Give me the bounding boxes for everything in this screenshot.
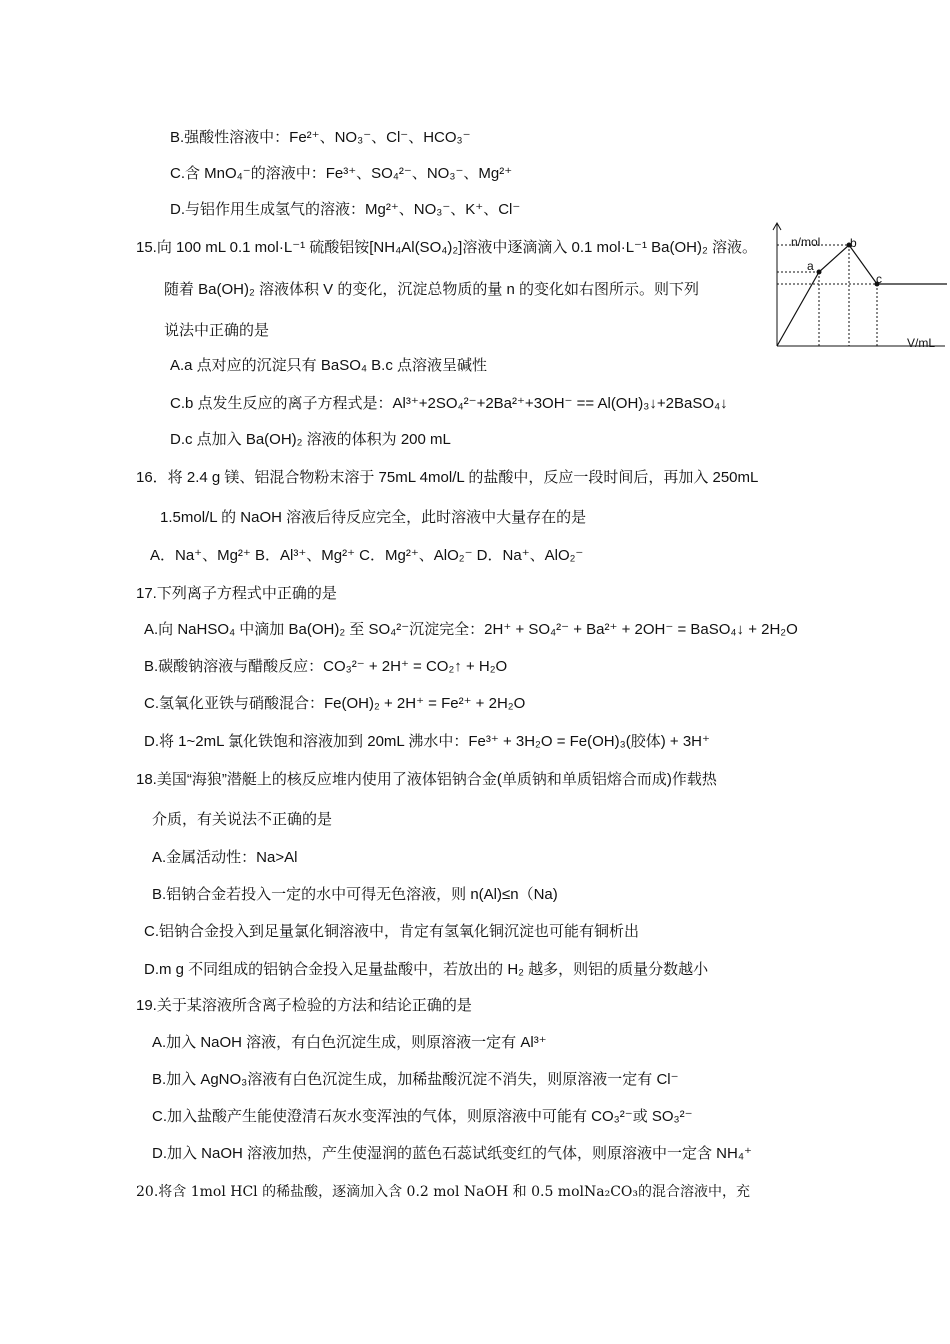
text-line: [144, 657, 507, 677]
precipitate-curve: [777, 245, 947, 346]
text-line-content: 18.美国“海狼”潜艇上的核反应堆内使用了液体铝钠合金(单质钠和单质铝熔合而成)作载热: [136, 771, 717, 788]
text-line: [136, 1182, 750, 1202]
text-line: [136, 770, 717, 790]
text-line-content: C.含 MnO₄⁻的溶液中：Fe³⁺、SO₄²⁻、NO₃⁻、Mg²⁺: [170, 165, 513, 182]
text-line-content: B.加入 AgNO₃溶液有白色沉淀生成，加稀盐酸沉淀不消失，则原溶液一定有 Cl⁻: [152, 1071, 679, 1088]
text-line: [144, 960, 708, 980]
text-line-content: D.与铝作用生成氢气的溶液：Mg²⁺、NO₃⁻、K⁺、Cl⁻: [170, 201, 521, 218]
text-line: [144, 732, 710, 752]
text-line: [144, 694, 525, 714]
y-axis-label: n/mol: [791, 235, 821, 249]
point-a-label: a: [807, 259, 814, 273]
text-line-content: A.加入 NaOH 溶液，有白色沉淀生成，则原溶液一定有 Al³⁺: [152, 1034, 547, 1051]
text-line: [170, 164, 512, 184]
text-line: [170, 394, 728, 414]
text-line: [150, 546, 583, 566]
text-line: [170, 356, 487, 376]
text-line-content: 随着 Ba(OH)₂ 溶液体积 V 的变化，沉淀总物质的量 n 的变化如右图所示。则下列: [164, 281, 700, 298]
text-line: [170, 128, 471, 148]
text-line-content: D.加入 NaOH 溶液加热，产生使湿润的蓝色石蕊试纸变红的气体，则原溶液中一定含 NH₄⁺: [152, 1145, 752, 1162]
text-line: [136, 238, 757, 258]
text-line: [170, 430, 451, 450]
text-line-content: 19.关于某溶液所含离子检验的方法和结论正确的是: [136, 997, 472, 1014]
text-line-content: B.铝钠合金若投入一定的水中可得无色溶液，则 n(Al)≤n（Na): [152, 886, 558, 903]
text-line-content: 20.将含 1mol HCl 的稀盐酸，逐滴加入含 0.2 mol NaOH 和 0.5 molNa₂CO₃的混合溶液中，充: [136, 1184, 750, 1200]
text-line: [152, 1070, 679, 1090]
text-line: [152, 1144, 752, 1164]
text-line-content: D.c 点加入 Ba(OH)₂ 溶液的体积为 200 mL: [170, 431, 451, 448]
text-line-content: 17.下列离子方程式中正确的是: [136, 585, 337, 602]
text-line: [136, 996, 472, 1016]
text-line-content: A.金属活动性：Na>Al: [152, 849, 298, 866]
precipitate-graph: [765, 220, 950, 355]
text-line: [136, 584, 337, 604]
text-line: [170, 200, 520, 220]
text-line-content: C.加入盐酸产生能使澄清石灰水变浑浊的气体，则原溶液中可能有 CO₃²⁻或 SO₃²⁻: [152, 1108, 693, 1125]
point-b-label: b: [850, 236, 857, 250]
text-line-content: D.m g 不同组成的铝钠合金投入足量盐酸中，若放出的 H₂ 越多，则铝的质量分数越小: [144, 961, 709, 978]
text-line-content: C.铝钠合金投入到足量氯化铜溶液中，肯定有氢氧化铜沉淀也可能有铜析出: [144, 923, 640, 940]
x-axis-label: V/mL: [907, 336, 936, 350]
text-line-content: 16．将 2.4 g 镁、铝混合物粉末溶于 75mL 4mol/L 的盐酸中，反应一段时间后，再加入 250mL: [136, 469, 759, 486]
text-line: [152, 1033, 547, 1053]
text-line-content: C.氢氧化亚铁与硝酸混合：Fe(OH)₂ + 2H⁺ = Fe²⁺ + 2H₂O: [144, 695, 526, 712]
text-line-content: B.强酸性溶液中：Fe²⁺、NO₃⁻、Cl⁻、HCO₃⁻: [170, 129, 471, 146]
text-line-content: A.a 点对应的沉淀只有 BaSO₄ B.c 点溶液呈碱性: [170, 357, 488, 374]
text-line: [152, 1107, 693, 1127]
text-line: [136, 468, 758, 488]
text-line: [144, 922, 639, 942]
text-line-content: C.b 点发生反应的离子方程式是：Al³⁺+2SO₄²⁻+2Ba²⁺+3OH⁻ == Al(OH)₃↓+2BaSO₄↓: [170, 395, 728, 412]
point-a: [817, 270, 822, 275]
text-line: [144, 620, 798, 640]
text-line-content: 介质，有关说法不正确的是: [152, 811, 333, 828]
text-line-content: 说法中正确的是: [164, 322, 270, 339]
text-line: [160, 508, 586, 528]
point-c-label: c: [876, 272, 882, 286]
text-line: [152, 848, 297, 868]
text-line: [152, 885, 558, 905]
text-line-content: B.碳酸钠溶液与醋酸反应：CO₃²⁻ + 2H⁺ = CO₂↑ + H₂O: [144, 658, 508, 675]
text-line-content: 15.向 100 mL 0.1 mol·L⁻¹ 硫酸铝铵[NH₄Al(SO₄)₂]溶液中逐滴滴入 0.1 mol·L⁻¹ Ba(OH)₂ 溶液。: [136, 239, 757, 256]
text-line-content: A.向 NaHSO₄ 中滴加 Ba(OH)₂ 至 SO₄²⁻沉淀完全：2H⁺ + SO₄²⁻ + Ba²⁺ + 2OH⁻ = BaSO₄↓ + 2H₂O: [144, 621, 798, 638]
text-line: [164, 280, 699, 300]
text-line-content: 1.5mol/L 的 NaOH 溶液后待反应完全，此时溶液中大量存在的是: [160, 509, 587, 526]
text-line-content: D.将 1~2mL 氯化铁饱和溶液加到 20mL 沸水中：Fe³⁺ + 3H₂O = Fe(OH)₃(胶体) + 3H⁺: [144, 733, 710, 750]
text-line: [164, 321, 269, 341]
text-line: [152, 810, 332, 830]
text-line-content: A．Na⁺、Mg²⁺ B．Al³⁺、Mg²⁺ C．Mg²⁺、AlO₂⁻ D．Na⁺、AlO₂⁻: [150, 547, 584, 564]
